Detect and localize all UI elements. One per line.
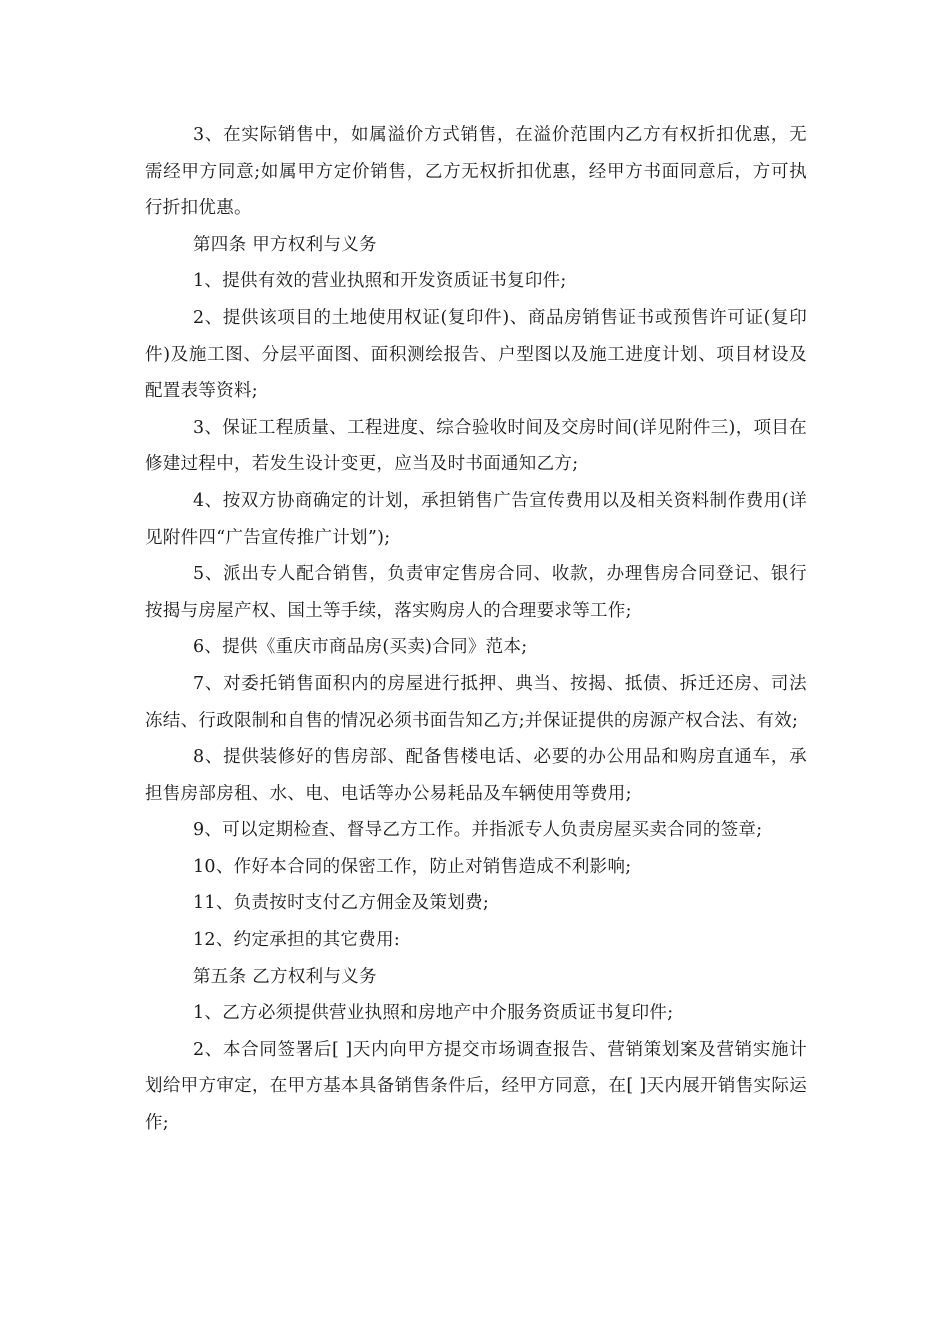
paragraph-clause-5-1: 1、乙方必须提供营业执照和房地产中介服务资质证书复印件;: [193, 1003, 674, 1024]
paragraph-clause-4-4: 4、按双方协商确定的计划，承担销售广告宣传费用以及相关资料制作费用(详见附件四“广告宣传推广计划”);: [145, 490, 807, 548]
paragraph-clause-4-7: 7、对委托销售面积内的房屋进行抵押、典当、按揭、抵债、拆迁还房、司法冻结、行政限制和自售的情况必须书面告知乙方;并保证提供的房源产权合法、有效;: [145, 673, 807, 731]
paragraph-clause-3-3: 3、在实际销售中，如属溢价方式销售，在溢价范围内乙方有权折扣优惠，无需经甲方同意;如属甲方定价销售，乙方无权折扣优惠，经甲方书面同意后，方可执行折扣优惠。: [145, 125, 807, 219]
paragraph-clause-4-1: 1、提供有效的营业执照和开发资质证书复印件;: [193, 271, 567, 292]
heading-article-5: 第五条 乙方权利与义务: [193, 966, 377, 987]
paragraph-clause-4-12: 12、约定承担的其它费用:: [193, 930, 401, 951]
paragraph-clause-4-5: 5、派出专人配合销售，负责审定售房合同、收款，办理售房合同登记、银行按揭与房屋产权、国土等手续，落实购房人的合理要求等工作;: [145, 564, 807, 621]
paragraph-clause-4-10: 10、作好本合同的保密工作，防止对销售造成不利影响;: [193, 856, 632, 877]
document-body: [145, 117, 807, 1142]
heading-article-4: 第四条 甲方权利与义务: [193, 234, 377, 255]
paragraph-clause-4-3: 3、保证工程质量、工程进度、综合验收时间及交房时间(详见附件三)，项目在修建过程中，若发生设计变更，应当及时书面通知乙方;: [145, 417, 807, 475]
paragraph-clause-5-2: 2、本合同签署后[ ]天内向甲方提交市场调查报告、营销策划案及营销实施计划给甲方审定，在甲方基本具备销售条件后，经甲方同意，在[ ]天内展开销售实际运作;: [145, 1039, 807, 1134]
paragraph-clause-4-11: 11、负责按时支付乙方佣金及策划费;: [193, 893, 490, 914]
paragraph-clause-4-6: 6、提供《重庆市商品房(买卖)合同》范本;: [193, 637, 528, 658]
paragraph-clause-4-9: 9、可以定期检查、督导乙方工作。并指派专人负责房屋买卖合同的签章;: [193, 820, 763, 841]
paragraph-clause-4-2: 2、提供该项目的土地使用权证(复印件)、商品房销售证书或预售许可证(复印件)及施工图、分层平面图、面积测绘报告、户型图以及施工进度计划、项目材设及配置表等资料;: [145, 307, 807, 402]
paragraph-clause-4-8: 8、提供装修好的售房部、配备售楼电话、必要的办公用品和购房直通车，承担售房部房租、水、电、电话等办公易耗品及车辆使用等费用;: [145, 747, 807, 804]
